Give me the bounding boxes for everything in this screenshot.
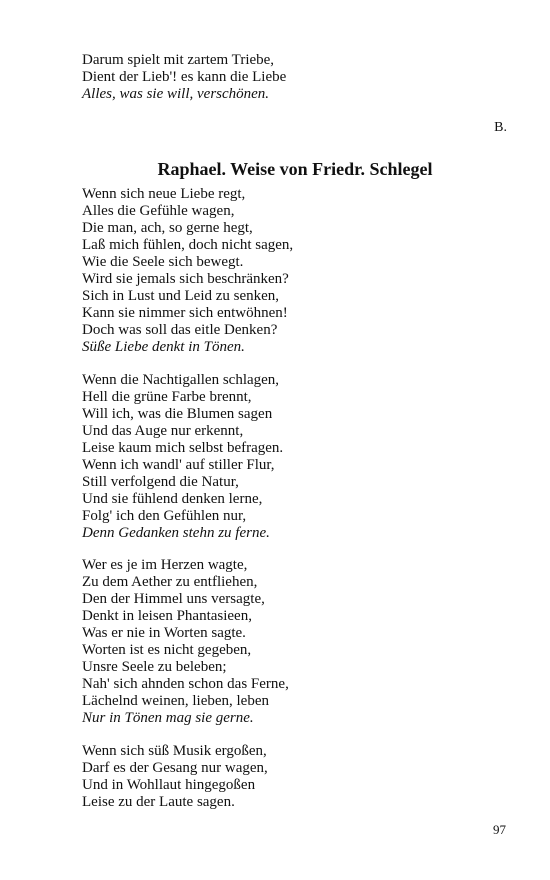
poem-line-refrain: Süße Liebe denkt in Tönen. [82,339,245,355]
poem-line: Die man, ach, so gerne hegt, [82,220,253,236]
poem-line-refrain: Nur in Tönen mag sie gerne. [82,710,254,726]
poem-line: Will ich, was die Blumen sagen [82,406,273,422]
poem-line: Wird sie jemals sich beschränken? [82,271,289,287]
poem-line: Und das Auge nur erkennt, [82,423,244,439]
poem-line: Alles die Gefühle wagen, [82,203,235,219]
poem-line: Hell die grüne Farbe brennt, [82,389,252,405]
poem-line: Unsre Seele zu beleben; [82,659,227,675]
poem-line: Den der Himmel uns versagte, [82,591,265,607]
poem-line-final: Alles, was sie will, verschönen. [82,86,270,102]
poem-line: Nah' sich ahnden schon das Ferne, [82,676,289,692]
poem-line: Laß mich fühlen, doch nicht sagen, [82,237,294,253]
poem-line-refrain: Denn Gedanken stehn zu ferne. [82,525,270,541]
poem-line: Sich in Lust und Leid zu senken, [82,288,280,304]
poem-line: Wenn die Nachtigallen schlagen, [82,372,280,388]
poem-line: Denkt in leisen Phantasieen, [82,608,252,624]
poem-line: Was er nie in Worten sagte. [82,625,246,641]
page-number: 97 [493,822,506,837]
poem-line: Darum spielt mit zartem Triebe, [82,52,275,68]
poem-line: Leise kaum mich selbst befragen. [82,440,284,456]
poem-line: Wer es je im Herzen wagte, [82,557,248,573]
author-signature: B. [494,120,507,135]
poem-title: Raphael. Weise von Friedr. Schlegel [157,159,433,179]
poem-line: Darf es der Gesang nur wagen, [82,760,268,776]
poem-line: Kann sie nimmer sich entwöhnen! [82,305,288,321]
poem-line: Und sie fühlend denken lerne, [82,491,263,507]
poem-line: Wenn ich wandl' auf stiller Flur, [82,457,275,473]
poem-line: Lächelnd weinen, lieben, leben [82,693,270,709]
poem-line: Wenn sich neue Liebe regt, [82,186,246,202]
poem-line: Dient der Lieb'! es kann die Liebe [82,69,287,85]
poem-line: Still verfolgend die Natur, [82,474,239,490]
poem-line: Folg' ich den Gefühlen nur, [82,508,247,524]
poem-line: Und in Wohllaut hingegoßen [82,777,256,793]
poem-line: Doch was soll das eitle Denken? [82,322,278,338]
poem-line: Worten ist es nicht gegeben, [82,642,252,658]
poem-line: Leise zu der Laute sagen. [82,794,235,810]
poem-line: Wenn sich süß Musik ergoßen, [82,743,267,759]
poem-line: Zu dem Aether zu entfliehen, [82,574,258,590]
poem-line: Wie die Seele sich bewegt. [82,254,244,270]
